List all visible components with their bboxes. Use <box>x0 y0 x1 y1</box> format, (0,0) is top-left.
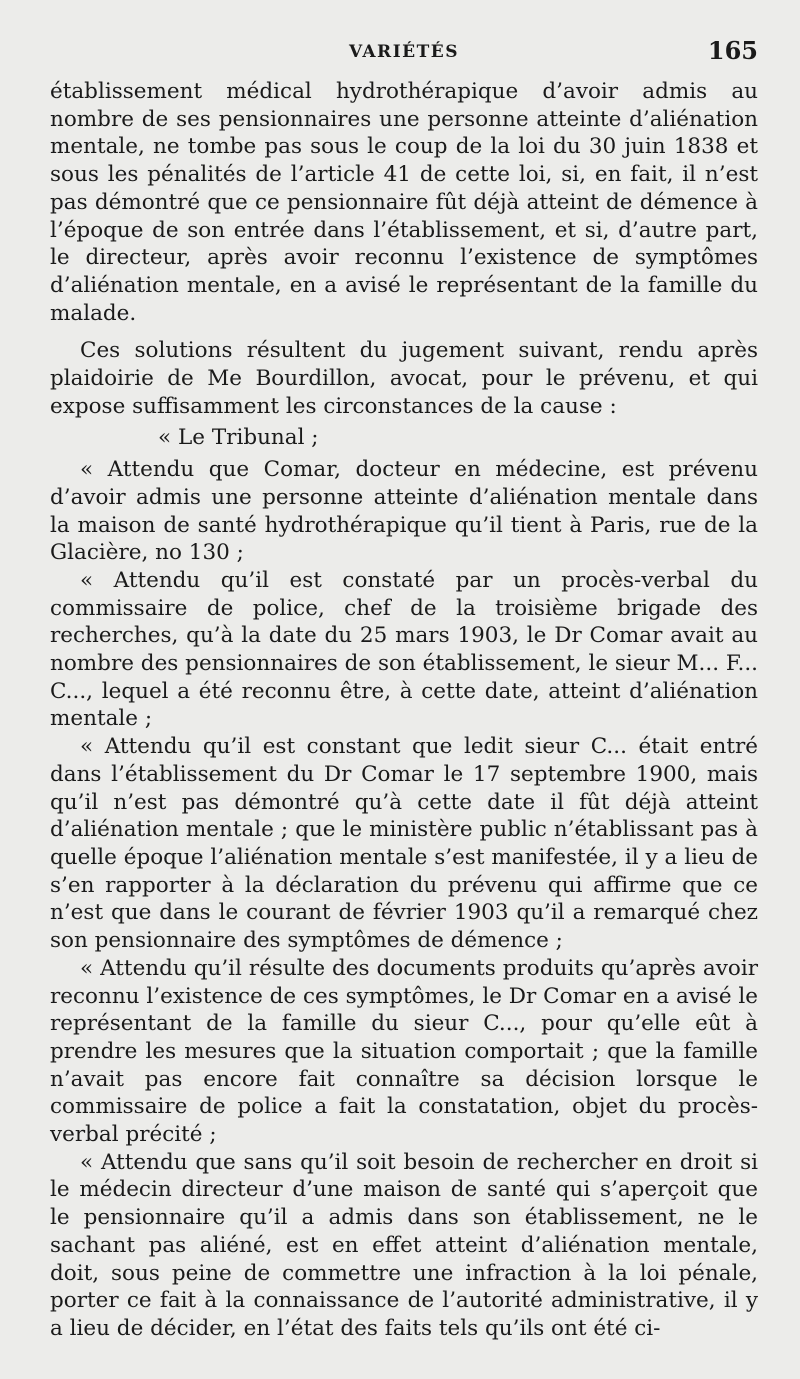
paragraph-intro: établissement médical hydrothérapique d’avoir admis au nombre de ses pensionnaires une personne atteinte d’aliénation mentale, ne tombe pas sous le coup de la loi du 30 juin 1838 et sous les pénalités de l’article 41 de cette loi, si, en fait, il n’est pas démontré que ce pensionnaire fût déjà atteint de démence à l’époque de son entrée dans l’établissement, et si, d’autre part, le directeur, après avoir reconnu l’existence de symptômes d’aliénation mentale, en a avisé le représentant de la famille du malade. <box>50 79 758 326</box>
paragraph-attendu-3: « Attendu qu’il est constant que ledit sieur C... était entré dans l’établissement du Dr Comar le 17 septembre 1900, mais qu’il n’est pas démontré qu’à cette date il fût déjà atteint d’aliénation mentale ; que le ministère public n’établissant pas à quelle époque l’aliénation mentale s’est manifestée, il y a lieu de s’en rapporter à la déclaration du prévenu qui affirme que ce n’est que dans le courant de février 1903 qu’il a remarqué chez son pensionnaire des symptômes de démence ; <box>50 734 758 954</box>
paragraph-attendu-1: « Attendu que Comar, docteur en médecine, est prévenu d’avoir admis une personne atteinte d’aliénation mentale dans la maison de santé hydrothérapique qu’il tient à Paris, rue de la Glacière, no 130 ; <box>50 457 758 566</box>
page-number: 165 <box>707 36 758 65</box>
body-text <box>50 78 758 1343</box>
paragraph-tribunal: « Le Tribunal ; <box>158 425 319 451</box>
paragraph-solutions: Ces solutions résultent du jugement suivant, rendu après plaidoirie de Me Bourdillon, avocat, pour le prévenu, et qui expose suffisamment les circonstances de la cause : <box>50 338 758 419</box>
paragraph-attendu-4: « Attendu qu’il résulte des documents produits qu’après avoir reconnu l’existence de ces symptômes, le Dr Comar en a avisé le représentant de la famille du sieur C..., pour qu’elle eût à prendre les mesures que la situation comportait ; que la famille n’avait pas encore fait connaître sa décision lorsque le commissaire de police a fait la constatation, objet du procès-verbal précité ; <box>50 955 758 1148</box>
paragraph-attendu-2: « Attendu qu’il est constaté par un procès-verbal du commissaire de police, chef de la troisième brigade des recherches, qu’à la date du 25 mars 1903, le Dr Comar avait au nombre des pensionnaires de son établissement, le sieur M... F... C..., lequel a été reconnu être, à cette date, atteint d’aliénation mentale ; <box>50 567 758 732</box>
paragraph-attendu-5: « Attendu que sans qu’il soit besoin de rechercher en droit si le médecin directeur d’une maison de santé qui s’aperçoit que le pensionnaire qu’il a admis dans son établissement, ne le sachant pas aliéné, est en effet atteint d’aliénation mentale, doit, sous peine de commettre une infraction à la loi pénale, porter ce fait à la connaissance de l’autorité administrative, il y a lieu de décider, en l’état des faits tels qu’ils ont été ci- <box>50 1149 758 1341</box>
page-header <box>50 0 758 78</box>
running-head: VARIÉTÉS <box>349 42 459 62</box>
